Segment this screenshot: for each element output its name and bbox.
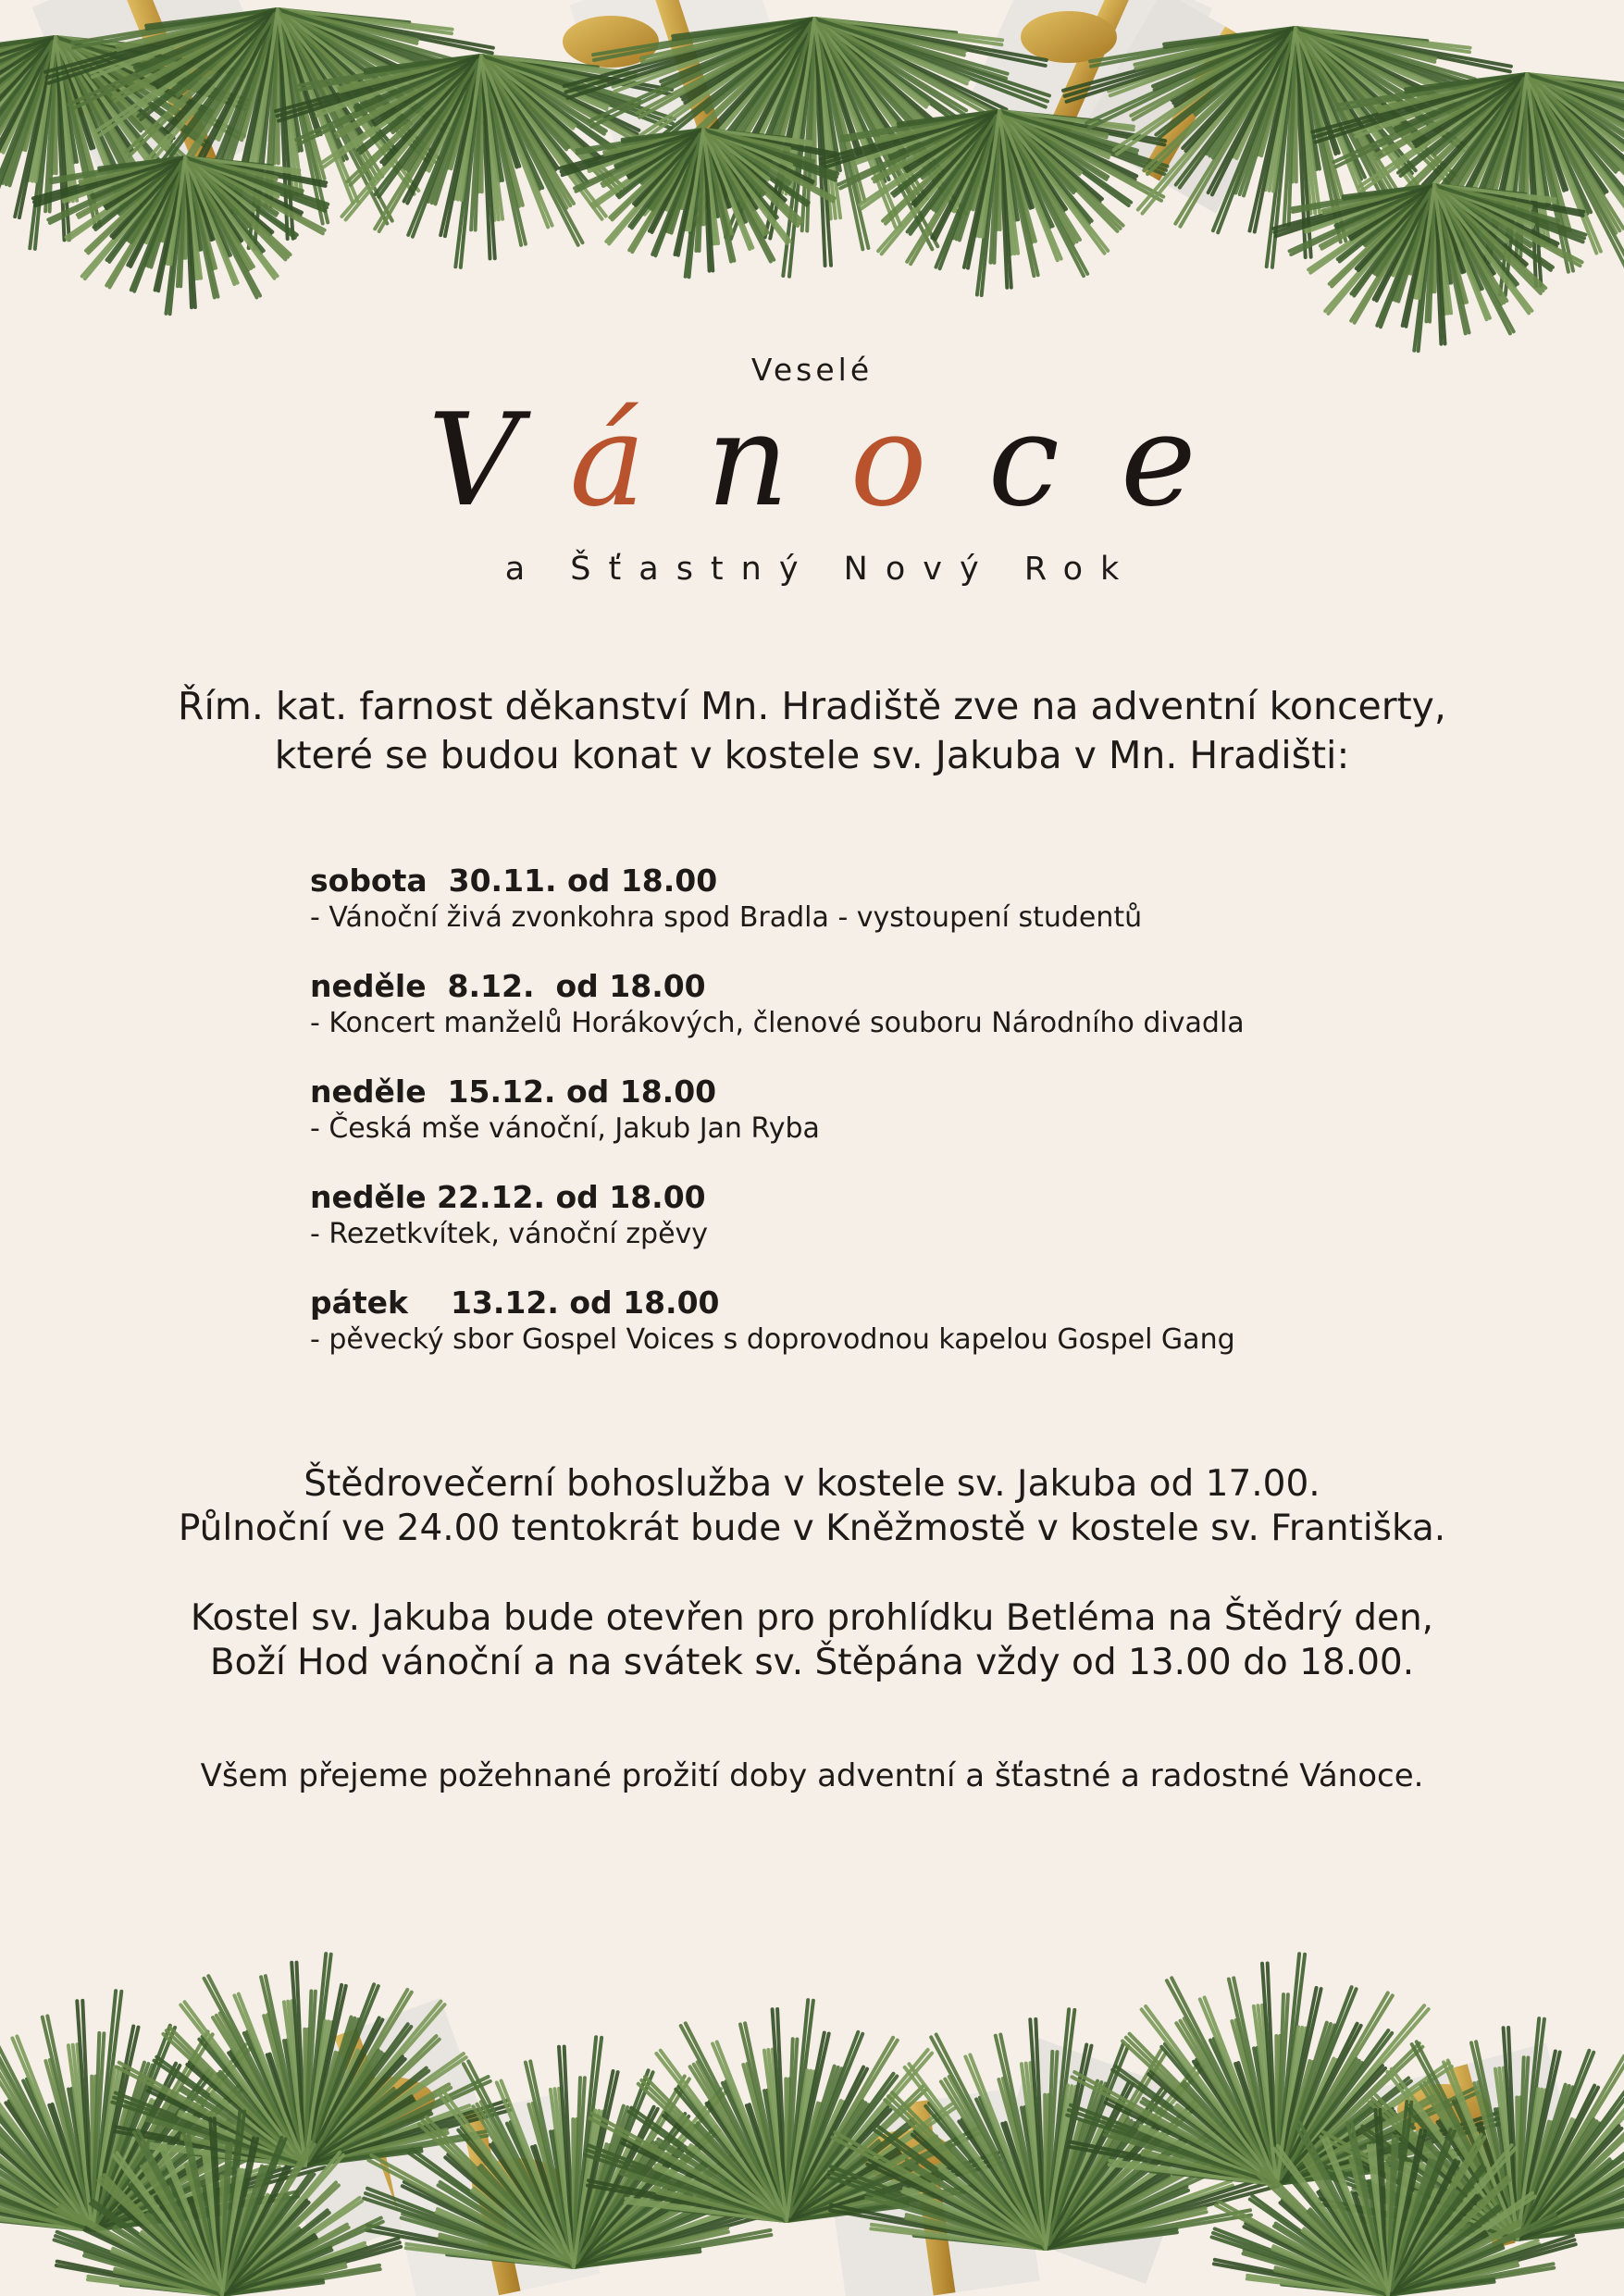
concert-date: neděle 15.12. od 18.00 (310, 1074, 717, 1110)
pine-branches-bottom-icon (0, 1832, 1624, 2296)
concert-description: - pěvecký sbor Gospel Voices s doprovodnou kapelou Gospel Gang (310, 1323, 1235, 1356)
services-line: Štědrovečerní bohoslužba v kostele sv. Jakuba od 17.00. (304, 1463, 1320, 1505)
concert-item (310, 967, 1420, 1073)
closing-wish: Všem přejeme požehnané prožití doby adventní a šťastné a radostné Vánoce. (200, 1757, 1424, 1794)
greeting-letter: e (1120, 386, 1258, 535)
concert-description: - Koncert manželů Horákových, členové souboru Národního divadla (310, 1007, 1245, 1039)
greeting-letter: n (706, 386, 850, 535)
concert-date: neděle 22.12. od 18.00 (310, 1179, 706, 1215)
concert-date: pátek 13.12. od 18.00 (310, 1285, 720, 1321)
concert-date: neděle 8.12. od 18.00 (310, 968, 706, 1004)
concert-item (310, 1178, 1420, 1284)
concert-description: - Vánoční živá zvonkohra spod Bradla - vystoupení studentů (310, 901, 1143, 934)
concert-date: sobota 30.11. od 18.00 (310, 863, 718, 899)
intro-text (0, 682, 1624, 780)
concert-item (310, 1284, 1420, 1389)
intro-line: které se budou konat v kostele sv. Jakuba v Mn. Hradišti: (274, 733, 1350, 777)
greeting-letter: V (428, 386, 570, 535)
nativity-info (0, 1596, 1624, 1685)
concert-description: - Rezetkvítek, vánoční zpěvy (310, 1218, 709, 1250)
greeting-letter: c (987, 386, 1121, 535)
greeting-big (0, 387, 1624, 535)
christmas-services (0, 1462, 1624, 1551)
concert-item (310, 1073, 1420, 1178)
concert-list (310, 862, 1420, 1389)
concert-item (310, 862, 1420, 967)
intro-line: Řím. kat. farnost děkanství Mn. Hradiště zve na adventní koncerty, (178, 684, 1446, 728)
nativity-line: Boží Hod vánoční a na svátek sv. Štěpána vždy od 13.00 do 18.00. (209, 1642, 1415, 1683)
greeting-big-text (366, 386, 1257, 535)
services-line: Půlnoční ve 24.00 tentokrát bude v Kněžmostě v kostele sv. Františka. (178, 1508, 1446, 1549)
nativity-line: Kostel sv. Jakuba bude otevřen pro prohlídku Betléma na Štědrý den, (190, 1597, 1434, 1639)
concert-description: - Česká mše vánoční, Jakub Jan Ryba (310, 1112, 820, 1145)
greeting-letter-accent: o (849, 386, 988, 535)
greeting-subtitle: a Šťastný Nový Rok (504, 551, 1137, 588)
greeting-letter-accent: á (569, 386, 707, 535)
greeting-small: Veselé (750, 352, 874, 388)
